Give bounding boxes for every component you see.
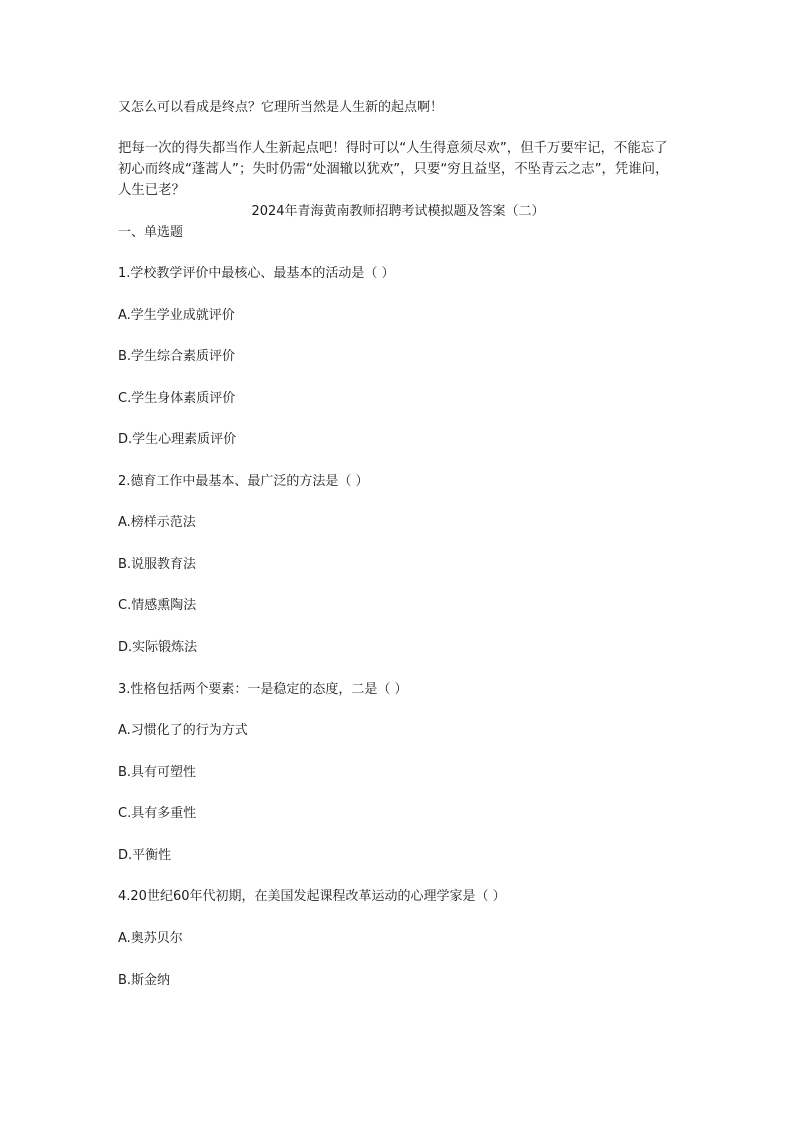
question-option: B.学生综合素质评价 xyxy=(118,349,236,364)
question-option: D.学生心理素质评价 xyxy=(118,432,237,447)
question-option: C.具有多重性 xyxy=(118,806,197,821)
question-option: B.具有可塑性 xyxy=(118,765,197,780)
question-stem: 1.学校教学评价中最核心、最基本的活动是（ ） xyxy=(118,266,395,281)
intro-paragraph: 把每一次的得失都当作人生新起点吧！得时可以“人生得意须尽欢”，但千万要牢记，不能忘了初心而终成“蓬蒿人”；失时仍需“处涸辙以犹欢”，只要“穷且益坚，不坠青云之志”，凭谁问，人生已老？ xyxy=(118,141,669,198)
intro-line: 又怎么可以看成是终点？它理所当然是人生新的起点啊！ xyxy=(118,100,444,115)
question-option: A.学生学业成就评价 xyxy=(118,308,235,323)
question-option: C.学生身体素质评价 xyxy=(118,391,236,406)
question-option: B.说服教育法 xyxy=(118,557,197,572)
section-heading: 一、单选题 xyxy=(118,225,184,240)
question-option: C.情感熏陶法 xyxy=(118,598,197,613)
question-option: A.奥苏贝尔 xyxy=(118,931,183,946)
question-stem: 4.20世纪60年代初期，在美国发起课程改革运动的心理学家是（ ） xyxy=(118,889,506,904)
question-option: D.实际锻炼法 xyxy=(118,640,198,655)
question-stem: 3.性格包括两个要素：一是稳定的态度，二是（ ） xyxy=(118,682,408,697)
question-stem: 2.德育工作中最基本、最广泛的方法是（ ） xyxy=(118,474,369,489)
document-title: 2024年青海黄南教师招聘考试模拟题及答案（二） xyxy=(251,204,545,219)
question-option: B.斯金纳 xyxy=(118,973,171,988)
question-option: D.平衡性 xyxy=(118,848,172,863)
question-option: A.习惯化了的行为方式 xyxy=(118,723,248,738)
question-option: A.榜样示范法 xyxy=(118,515,196,530)
